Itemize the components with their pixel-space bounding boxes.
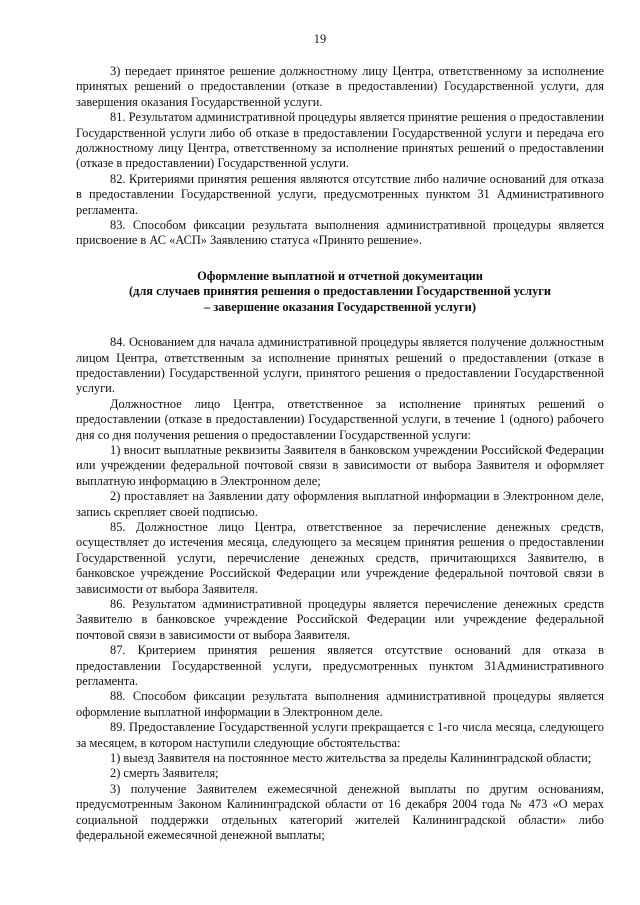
paragraph-84: 84. Основанием для начала административной процедуры является получение должностным лицом Центра, ответственным за исполнение принятых решений о предоставлении (отказе в предоставлении) Государственной услуги, принятого решения о предоставлении Государственной услуги. [76, 335, 604, 396]
paragraph-official-duties: Должностное лицо Центра, ответственное за исполнение принятых решений о предоставлении (отказе в предоставлении) Государственной услуги, в течение 1 (одного) рабочего дня со дня получения решения о предоставлении Государственной услуги: [76, 396, 604, 442]
paragraph-89-item-3: 3) получение Заявителем ежемесячной денежной выплаты по другим основаниям, предусмотренным Законом Калининградской области от 16 декабря 2004 года № 473 «О мерах социальной поддержки отдельных категорий жителей Калининградской области» либо федеральной ежемесячной денежной выплаты; [76, 781, 604, 843]
document-body [76, 64, 604, 844]
paragraph-87: 87. Критерием принятия решения является отсутствие оснований для отказа в предоставлении Государственной услуги, предусмотренных пунктом 31Административного регламента. [76, 643, 604, 689]
paragraph-88: 88. Способом фиксации результата выполнения административной процедуры является оформление выплатной информации в Электронном деле. [76, 689, 604, 719]
paragraph-89-item-2: 2) смерть Заявителя; [110, 766, 219, 781]
page-number: 19 [313, 32, 327, 46]
paragraph-86: 86. Результатом административной процедуры является перечисление денежных средств Заявителю в банковское учреждение Российской Федерации или учреждение федеральной почтовой связи в зависимости от выбора Заявителя. [76, 597, 604, 642]
paragraph-85: 85. Должностное лицо Центра, ответственное за перечисление денежных средств, осуществляет до истечения месяца, следующего за месяцем принятия решения о предоставлении Государственной услуги, перечисление денежных средств, причитающихся Заявителю, в банковское учреждение Российской Федерации или учреждение федеральной почтовой связи в зависимости от выбора Заявителя. [76, 519, 604, 596]
paragraph-89-item-1: 1) выезд Заявителя на постоянное место жительства за пределы Калининградской области; [110, 751, 592, 766]
section-heading-line-3: – завершение оказания Государственной услуги) [204, 299, 476, 314]
paragraph-duty-2: 2) проставляет на Заявлении дату оформления выплатной информации в Электронном деле, запись скрепляет своей подписью. [76, 489, 604, 519]
section-heading-line-2: (для случаев принятия решения о предоставлении Государственной услуги [128, 284, 552, 299]
paragraph-89: 89. Предоставление Государственной услуги прекращается с 1-го числа месяца, следующего за месяцем, в котором наступили следующие обстоятельства: [76, 720, 604, 750]
section-heading-line-1: Оформление выплатной и отчетной документации [197, 268, 483, 283]
paragraph-duty-1: 1) вносит выплатные реквизиты Заявителя в банковском учреждении Российской Федерации или учреждении федеральной почтовой связи в зависимости от выбора Заявителя и оформляет выплатную информацию в Электронном деле; [76, 442, 604, 488]
paragraph-81: 81. Результатом административной процедуры является принятие решения о предоставлении Государственной услуги либо об отказе в предоставлении Государственной услуги и передача его должностному лицу Центра, ответственному за исполнение принятых решений о предоставлении (отказе в предоставлении) Государственной услуги. [76, 110, 604, 171]
paragraph-3-transfer: 3) передает принятое решение должностному лицу Центра, ответственному за исполнение принятых решений о предоставлении (отказе в предоставлении) Государственной услуги, для завершения оказания Государственной услуги. [76, 64, 604, 109]
paragraph-83: 83. Способом фиксации результата выполнения административной процедуры является присвоение в АС «АСП» Заявлению статуса «Принято решение». [76, 218, 604, 248]
paragraph-82: 82. Критериями принятия решения являются отсутствие либо наличие оснований для отказа в предоставлении Государственной услуги, предусмотренных пунктом 31 Административного регламента. [76, 171, 604, 217]
section-heading [76, 269, 604, 315]
